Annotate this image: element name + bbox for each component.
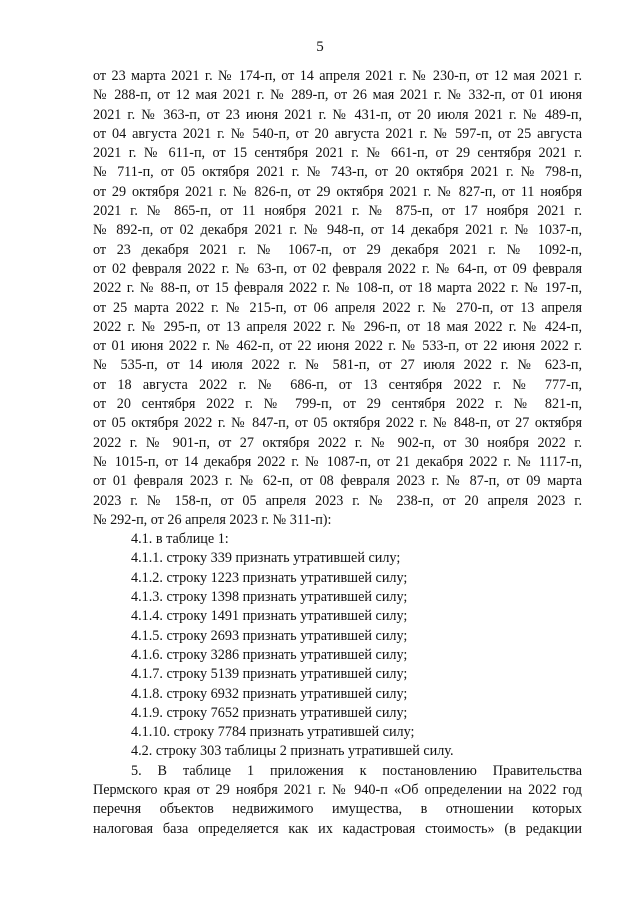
text-line: № 292-п, от 26 апреля 2023 г. № 311-п): [93, 511, 332, 528]
text-line: от 18 августа 2022 г. № 686-п, от 13 сентября 2022 г. № 777-п, [93, 376, 582, 393]
text-line: 2021 г. № 363-п, от 23 июня 2021 г. № 431-п, от 20 июля 2021 г. № 489-п, [93, 106, 582, 123]
list-item: 4.1.9. строку 7652 признать утратившей силу; [131, 704, 408, 721]
list-item: 4.1.6. строку 3286 признать утратившей силу; [131, 646, 408, 663]
text-line: 2022 г. № 295-п, от 13 апреля 2022 г. № 296-п, от 18 мая 2022 г. № 424-п, [93, 318, 582, 335]
paragraph-4-continuation [93, 67, 582, 530]
list-item: 4.1.1. строку 339 признать утратившей силу; [131, 550, 401, 567]
document-body [93, 67, 582, 839]
text-line: 2021 г. № 611-п, от 15 сентября 2021 г. № 661-п, от 29 сентября 2021 г. [93, 145, 582, 162]
list-item: 4.1.2. строку 1223 признать утратившей силу; [131, 569, 408, 586]
paragraph-5 [93, 762, 582, 839]
text-line: 2021 г. № 865-п, от 11 ноября 2021 г. № 875-п, от 17 ноября 2021 г. [93, 203, 582, 220]
text-line: Пермского края от 29 ноября 2021 г. № 940-п «Об определении на 2022 год [93, 781, 582, 798]
text-line: от 23 декабря 2021 г. № 1067-п, от 29 декабря 2021 г. № 1092-п, [93, 241, 582, 258]
page-number: 5 [316, 39, 324, 55]
list-item: 4.1.8. строку 6932 признать утратившей силу; [131, 685, 408, 702]
text-line: от 01 июня 2022 г. № 462-п, от 22 июня 2022 г. № 533-п, от 22 июня 2022 г. [93, 338, 582, 355]
text-line: от 05 октября 2022 г. № 847-п, от 05 октября 2022 г. № 848-п, от 27 октября [93, 415, 582, 432]
text-line: от 02 февраля 2022 г. № 63-п, от 02 февраля 2022 г. № 64-п, от 09 февраля [93, 260, 582, 277]
text-line: налоговая база определяется как их кадастровая стоимость» (в редакции [93, 820, 582, 837]
text-line: 2023 г. № 158-п, от 05 апреля 2023 г. № 238-п, от 20 апреля 2023 г. [93, 492, 582, 509]
list-item: 4.1. в таблице 1: [131, 531, 229, 548]
list-item: 4.1.7. строку 5139 признать утратившей силу; [131, 666, 408, 683]
text-line: 2022 г. № 901-п, от 27 октября 2022 г. № 902-п, от 30 ноября 2022 г. [93, 434, 582, 451]
text-line: № 711-п, от 05 октября 2021 г. № 743-п, от 20 октября 2021 г. № 798-п, [93, 164, 582, 181]
text-line: от 23 марта 2021 г. № 174-п, от 14 апреля 2021 г. № 230-п, от 12 мая 2021 г. [93, 68, 582, 84]
text-line: от 20 сентября 2022 г. № 799-п, от 29 сентября 2022 г. № 821-п, [93, 396, 582, 413]
text-line: от 04 августа 2021 г. № 540-п, от 20 августа 2021 г. № 597-п, от 25 августа [93, 125, 582, 142]
text-line: № 288-п, от 12 мая 2021 г. № 289-п, от 26 мая 2021 г. № 332-п, от 01 июня [93, 87, 582, 104]
text-line: 5. В таблице 1 приложения к постановлению Правительства [131, 762, 582, 779]
text-line: № 1015-п, от 14 декабря 2022 г. № 1087-п, от 21 декабря 2022 г. № 1117-п, [93, 453, 582, 470]
text-line: от 01 февраля 2023 г. № 62-п, от 08 февраля 2023 г. № 87-п, от 09 марта [93, 473, 582, 490]
text-line: 2022 г. № 88-п, от 15 февраля 2022 г. № 108-п, от 18 марта 2022 г. № 197-п, [93, 280, 582, 297]
text-line: перечня объектов недвижимого имущества, в отношении которых [93, 801, 582, 818]
text-line: от 29 октября 2021 г. № 826-п, от 29 октября 2021 г. № 827-п, от 11 ноября [93, 183, 582, 200]
list-item: 4.1.5. строку 2693 признать утратившей силу; [131, 627, 408, 644]
list-item: 4.2. строку 303 таблицы 2 признать утратившей силу. [131, 743, 454, 760]
item-list [93, 530, 582, 762]
text-line: № 535-п, от 14 июля 2022 г. № 581-п, от 27 июля 2022 г. № 623-п, [93, 357, 582, 374]
list-item: 4.1.3. строку 1398 признать утратившей силу; [131, 589, 408, 606]
list-item: 4.1.4. строку 1491 признать утратившей силу; [131, 608, 408, 625]
text-line: № 892-п, от 02 декабря 2021 г. № 948-п, от 14 декабря 2021 г. № 1037-п, [93, 222, 582, 239]
list-item: 4.1.10. строку 7784 признать утратившей силу; [131, 724, 415, 741]
text-line: от 25 марта 2022 г. № 215-п, от 06 апреля 2022 г. № 270-п, от 13 апреля [93, 299, 582, 316]
